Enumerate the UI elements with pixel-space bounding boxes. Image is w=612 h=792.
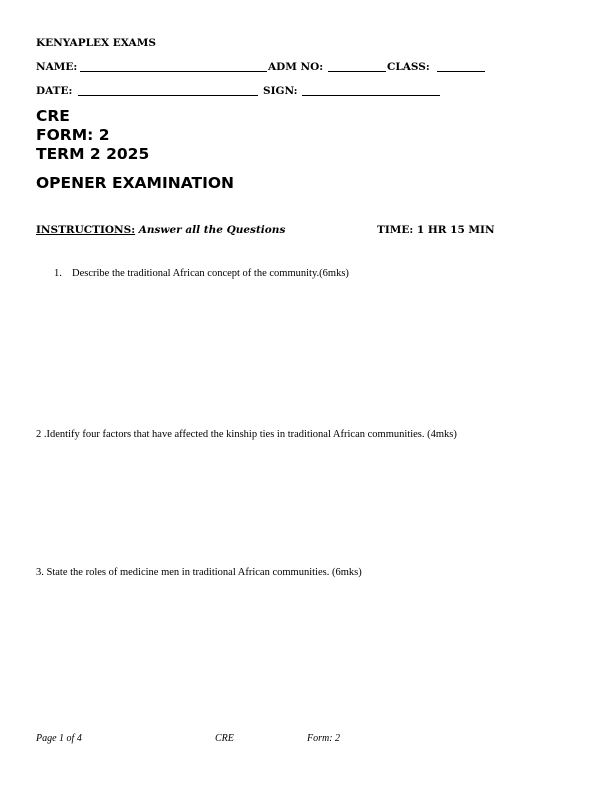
school-name: KENYAPLEX EXAMS xyxy=(36,37,156,49)
term-title: TERM 2 2025 xyxy=(36,145,150,163)
adm-field[interactable] xyxy=(328,71,386,72)
time-allowed: TIME: 1 HR 15 MIN xyxy=(377,224,495,236)
sign-label: SIGN: xyxy=(263,85,298,97)
adm-label: ADM NO: xyxy=(268,61,324,73)
instructions-text: Answer all the Questions xyxy=(138,224,286,236)
footer-form: Form: 2 xyxy=(307,733,341,744)
date-field[interactable] xyxy=(78,95,258,96)
name-field[interactable] xyxy=(80,71,267,72)
sign-field[interactable] xyxy=(302,95,440,96)
class-label: CLASS: xyxy=(387,61,430,73)
question-3-text: 3. State the roles of medicine men in traditional African communities. (6mks) xyxy=(36,567,362,578)
name-label: NAME: xyxy=(36,61,78,73)
exam-title: OPENER EXAMINATION xyxy=(36,174,234,192)
instructions xyxy=(36,224,285,236)
date-label: DATE: xyxy=(36,85,73,97)
class-field[interactable] xyxy=(437,71,485,72)
instructions-label: INSTRUCTIONS: xyxy=(36,224,136,236)
question-1-text: Describe the traditional African concept of the community.(6mks) xyxy=(72,268,349,279)
form-title: FORM: 2 xyxy=(36,126,110,144)
question-2-text: 2 .Identify four factors that have affected the kinship ties in traditional African communities. (4mks) xyxy=(36,429,457,440)
subject-title: CRE xyxy=(36,107,70,125)
footer-page: Page 1 of 4 xyxy=(36,733,82,744)
question-1-number: 1. xyxy=(54,268,62,279)
footer-subject: CRE xyxy=(215,733,234,744)
